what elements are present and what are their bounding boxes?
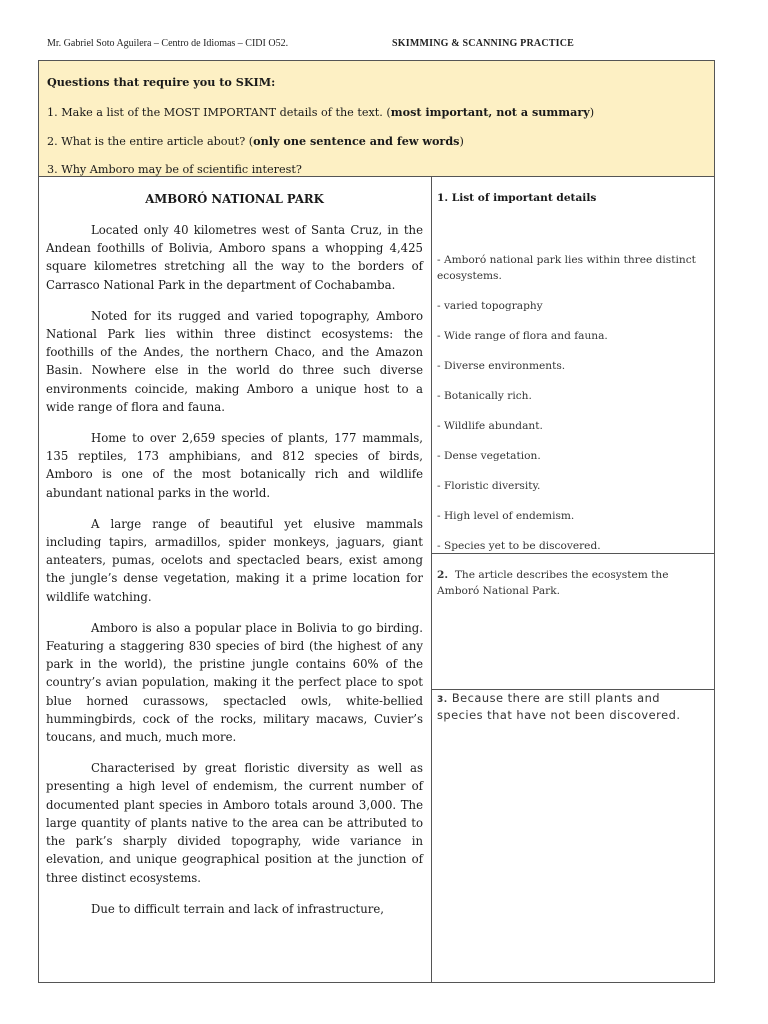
answer-1-item: - Wide range of flora and fauna. — [437, 330, 608, 342]
answer-3-number: 3. — [437, 695, 448, 705]
answer-1-item: - varied topography — [437, 300, 543, 312]
row-divider-2 — [431, 689, 715, 690]
answer-3 — [437, 691, 709, 722]
answer-1-title: 1. List of important details — [437, 192, 597, 204]
answer-1-item: - Amboró national park lies within three distinct ecosystems. — [437, 254, 696, 282]
article — [46, 177, 423, 918]
header-title: SKIMMING & SCANNING PRACTICE — [392, 38, 574, 49]
article-paragraph: Noted for its rugged and varied topography, Amboro National Park lies within three distinct ecosystems: the foothills of the Andes, the northern Chaco, and the Amazon Basin. Nowhere else in the world do three such diverse environments coincide, making Amboro a unique host to a wide range of flora and fauna. — [46, 308, 423, 414]
skim-title: Questions that require you to SKIM: — [47, 75, 276, 89]
answer-1-item: - Wildlife abundant. — [437, 420, 543, 432]
article-paragraph: Home to over 2,659 species of plants, 177 mammals, 135 reptiles, 173 amphibians, and 812 species of birds, Amboro is one of the most botanically rich and wildlife abundant national parks in the world. — [46, 431, 423, 500]
article-paragraph: Amboro is also a popular place in Bolivia to go birding. Featuring a staggering 830 species of bird (the highest of any park in the world), the pristine jungle contains 60% of the country’s avian population, making it the perfect place to spot blue horned curassows, spectacled owls, white-bellied hummingbirds, cock of the rocks, military macaws, Cuvier’s toucans, and much, much more. — [46, 620, 423, 745]
answer-2-number: 2. — [437, 569, 449, 581]
skim-question-3: 3. Why Amboro may be of scientific interest? — [47, 163, 302, 176]
answer-grid — [38, 177, 715, 983]
answer-2-text: The article describes the ecosystem the Amboró National Park. — [437, 569, 669, 597]
article-paragraph: Due to difficult terrain and lack of infrastructure, — [91, 901, 384, 916]
article-paragraph: A large range of beautiful yet elusive mammals including tapirs, armadillos, spider monkeys, jaguars, giant anteaters, pumas, ocelots and spectacled bears, exist among the jungle’s dense vegetation, making it a prime location for wildlife watching. — [46, 516, 423, 604]
answer-2 — [437, 567, 709, 599]
article-title: AMBORÓ NATIONAL PARK — [145, 192, 324, 206]
answer-1-list — [437, 252, 709, 554]
answer-3-text: Because there are still plants and species that have not been discovered. — [437, 691, 681, 722]
column-divider — [431, 177, 432, 983]
article-paragraph: Located only 40 kilometres west of Santa Cruz, in the Andean foothills of Bolivia, Amboro spans a whopping 4,425 square kilometres stretching all the way to the borders of Carrasco National Park in the department of Cochabamba. — [46, 223, 423, 292]
skim-question-2: 2. What is the entire article about? (only one sentence and few words) — [47, 134, 464, 148]
answer-1-item: - Dense vegetation. — [437, 450, 541, 462]
skim-question-1: 1. Make a list of the MOST IMPORTANT details of the text. (most important, not a summary) — [47, 105, 595, 119]
answer-1-item: - Floristic diversity. — [437, 480, 541, 492]
skim-questions-box — [38, 60, 715, 177]
answer-1-item: - Botanically rich. — [437, 390, 532, 402]
answer-1-item: - Species yet to be discovered. — [437, 540, 601, 552]
article-paragraph: Characterised by great floristic diversity as well as presenting a high level of endemism, the current number of documented plant species in Amboro totals around 3,000. The large quantity of plants native to the area can be attributed to the park’s sharply divided topography, wide variance in elevation, and unique geographical position at the junction of three distinct ecosystems. — [46, 761, 423, 885]
answer-1-item: - Diverse environments. — [437, 360, 566, 372]
header-author: Mr. Gabriel Soto Aguilera – Centro de Idiomas – CIDI O52. — [47, 38, 289, 49]
answer-1-item: - High level of endemism. — [437, 510, 575, 522]
